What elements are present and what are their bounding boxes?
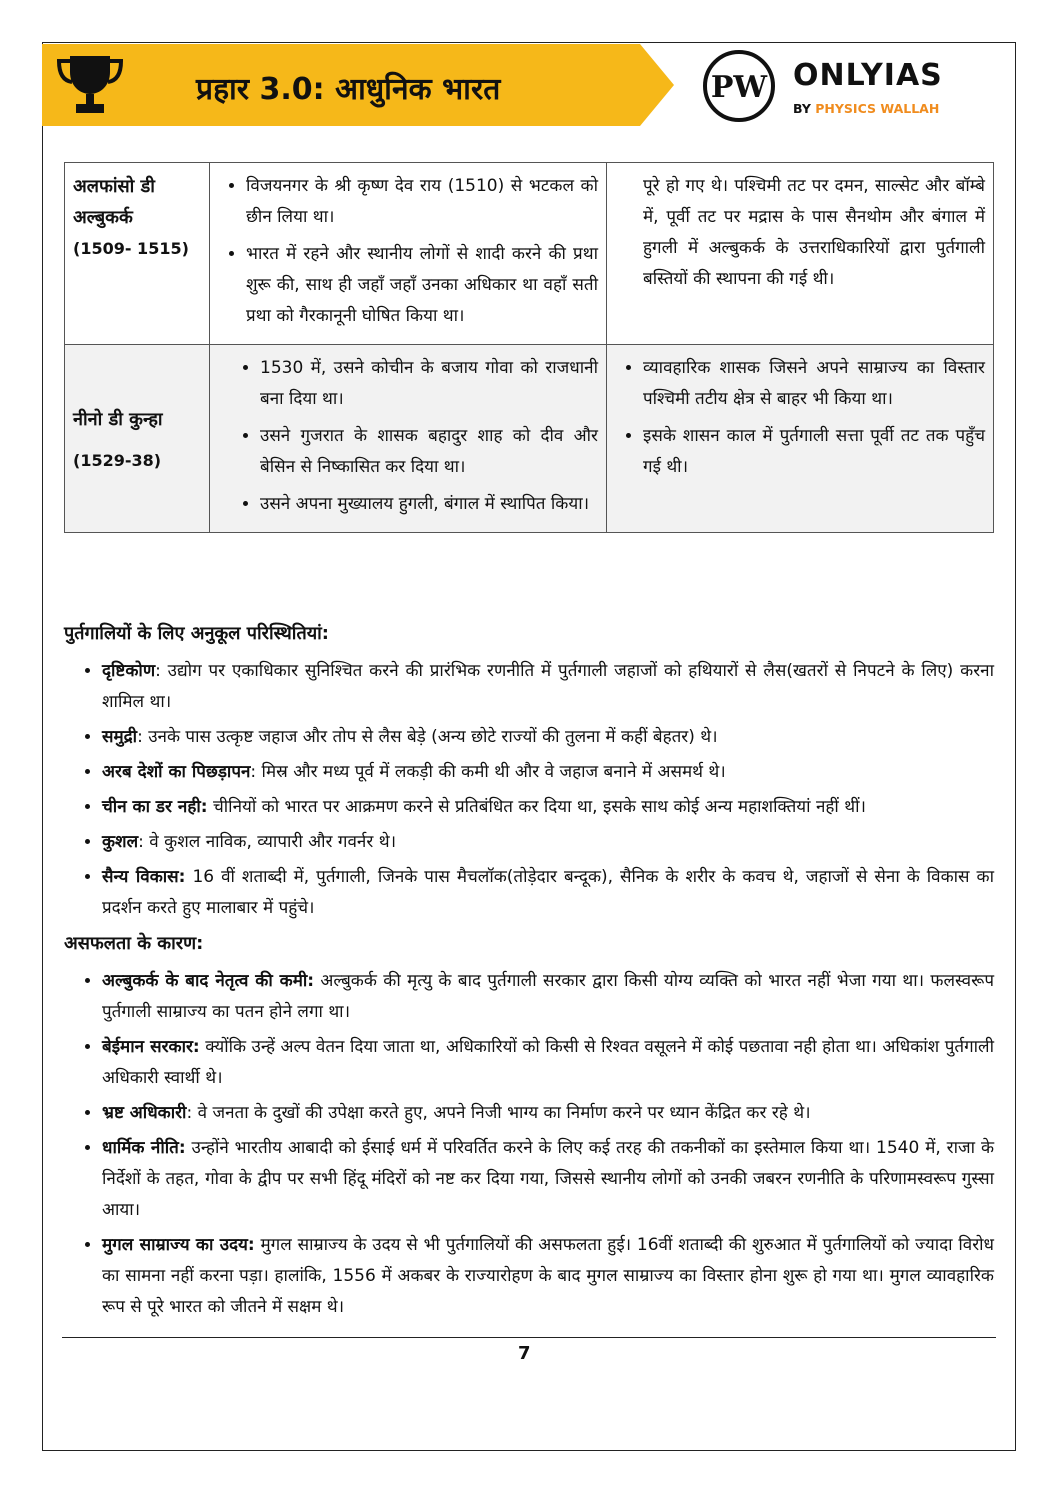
list-item: • धार्मिक नीति: उन्होंने भारतीय आबादी को ईसाई धर्म में परिवर्तित करने के लिए कई तरह की तकनीकों का इस्तेमाल किया था। 1540 में, राजा के निर्देशों के तहत, गोवा के द्वीप पर सभी हिंदू मंदिरों को नष्ट कर दिया गया, जिससे स्थानीय लोगों को उनकी जबरन रणनीति के परिणामस्वरूप गुस्सा आया।	[102, 1133, 994, 1226]
trophy-icon	[52, 52, 128, 118]
list-item: • भ्रष्ट अधिकारी: वे जनता के दुखों की उपेक्षा करते हुए, अपने निजी भाग्य का निर्माण करने पर ध्यान केंद्रित कर रहे थे।	[102, 1098, 994, 1129]
list-item: • उसने अपना मुख्यालय हुगली, बंगाल में स्थापित किया।	[260, 489, 598, 520]
table-row	[65, 163, 994, 345]
list-item: • समुद्री: उनके पास उत्कृष्ट जहाज और तोप से लैस बेड़े (अन्य छोटे राज्यों की तुलना में कहीं बेहतर) थे।	[102, 722, 994, 753]
list-item: • बेईमान सरकार: क्योंकि उन्हें अल्प वेतन दिया जाता था, अधिकारियों को किसी से रिश्वत वसूलने में कोई पछतावा नही होता था। अधिकांश पुर्तगाली अधिकारी स्वार्थी थे।	[102, 1032, 994, 1094]
list-item: • भारत में रहने और स्थानीय लोगों से शादी करने की प्रथा शुरू की, साथ ही जहाँ जहाँ उनका अधिकार था वहाँ सती प्रथा को गैरकानूनी घोषित किया था।	[246, 239, 598, 332]
person-years: (1509- 1515)	[73, 239, 189, 258]
notes-cell	[607, 163, 994, 345]
brand-name: ONLYIAS	[793, 58, 943, 93]
section-heading: पुर्तगालियों के लिए अनुकूल परिस्थितियां:	[64, 623, 330, 644]
failure-list	[64, 966, 994, 1323]
page-number: 7	[518, 1343, 531, 1364]
list-item: • 1530 में, उसने कोचीन के बजाय गोवा को राजधानी बना दिया था।	[260, 353, 598, 415]
person-name: नीनो डी कुन्हा	[73, 408, 163, 430]
person-years: (1529-38)	[73, 450, 162, 470]
pw-logo	[703, 50, 775, 122]
deeds-cell	[210, 345, 607, 533]
list-item: • दृष्टिकोण: उद्योग पर एकाधिकार सुनिश्चित करने की प्रारंभिक रणनीति में पुर्तगाली जहाजों को हथियारों से लैस(खतरों से निपटने के लिए) करना शामिल था।	[102, 656, 994, 718]
deeds-cell	[210, 163, 607, 345]
name-cell	[65, 163, 210, 345]
header-banner-arrow	[640, 44, 674, 126]
list-item: • मुगल साम्राज्य का उदय: मुगल साम्राज्य के उदय से भी पुर्तगालियों की असफलता हुई। 16वीं शताब्दी की शुरुआत में पुर्तगालियों को ज्यादा विरोध का सामना नहीं करना पड़ा। हालांकि, 1556 में अकबर के राज्यारोहण के बाद मुगल साम्राज्य का विस्तार होना शुरू हो गया था। मुगल व्यावहारिक रूप से पूरे भारत को जीतने में सक्षम थे।	[102, 1230, 994, 1323]
list-item: • इसके शासन काल में पुर्तगाली सत्ता पूर्वी तट तक पहुँच गई थी।	[643, 421, 985, 483]
section-heading: असफलता के कारण:	[64, 933, 204, 954]
footer-divider	[62, 1337, 996, 1338]
favourable-list	[64, 656, 994, 924]
list-item: • उसने गुजरात के शासक बहादुर शाह को दीव और बेसिन से निष्कासित कर दिया था।	[260, 421, 598, 483]
list-item: • विजयनगर के श्री कृष्ण देव राय (1510) से भटकल को छीन लिया था।	[246, 171, 598, 233]
notes-cell	[607, 345, 994, 533]
table-row	[65, 345, 994, 533]
list-item: • सैन्य विकास: 16 वीं शताब्दी में, पुर्तगाली, जिनके पास मैचलॉक(तोड़ेदार बन्दूक), सैनिक के शरीर के कवच थे, जहाजों से सेना के विकास का प्रदर्शन करते हुए मालाबार में पहुंचे।	[102, 862, 994, 924]
list-item: • व्यावहारिक शासक जिसने अपने साम्राज्य का विस्तार पश्चिमी तटीय क्षेत्र से बाहर भी किया था।	[643, 353, 985, 415]
name-cell	[65, 345, 210, 533]
brand-subtitle: BY PHYSICS WALLAH	[793, 101, 940, 116]
svg-text:PW: PW	[710, 70, 768, 105]
list-item: • अरब देशों का पिछड़ापन: मिस्र और मध्य पूर्व में लकड़ी की कमी थी और वे जहाज बनाने में असमर्थ थे।	[102, 757, 994, 788]
continued-text: पूरे हो गए थे। पश्चिमी तट पर दमन, साल्सेट और बॉम्बे में, पूर्वी तट पर मद्रास के पास सैनथोम और बंगाल में हुगली में अल्बुकर्क के उत्तराधिकारियों द्वारा पुर्तगाली बस्तियों की स्थापना की गई थी।	[643, 176, 985, 289]
main-content	[64, 620, 994, 1329]
page-title: प्रहार 3.0: आधुनिक भारत	[196, 72, 501, 107]
list-item: • चीन का डर नही: चीनियों को भारत पर आक्रमण करने से प्रतिबंधित कर दिया था, इसके साथ कोई अन्य महाशक्तियां नहीं थीं।	[102, 792, 994, 823]
governors-table	[64, 162, 994, 533]
list-item: • अल्बुकर्क के बाद नेतृत्व की कमी: अल्बुकर्क की मृत्यु के बाद पुर्तगाली सरकार द्वारा किसी योग्य व्यक्ति को भारत नहीं भेजा गया था। फलस्वरूप पुर्तगाली साम्राज्य का पतन होने लगा था।	[102, 966, 994, 1028]
person-name: अलफांसो डी अल्बुकर्क	[73, 176, 155, 228]
list-item: • कुशल: वे कुशल नाविक, व्यापारी और गवर्नर थे।	[102, 827, 994, 858]
